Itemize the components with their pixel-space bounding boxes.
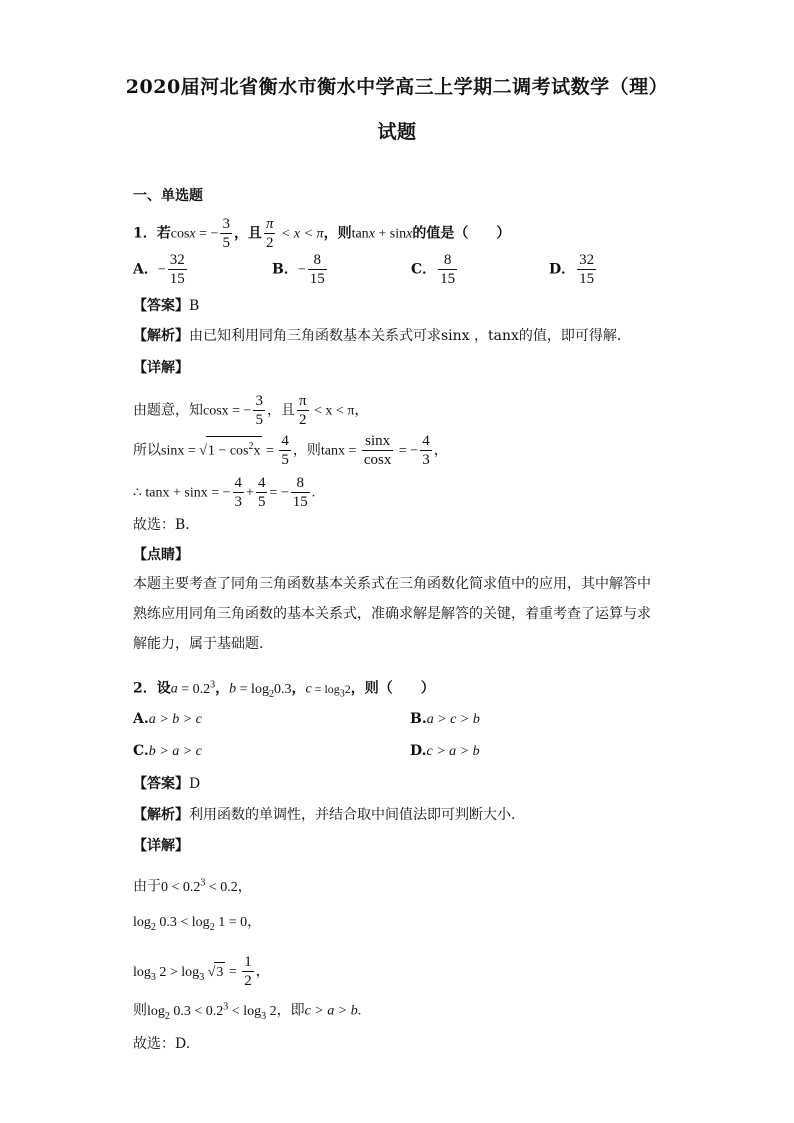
section-heading: 一、单选题 <box>133 188 203 204</box>
q1-conclusion: 故选：B． <box>133 517 200 533</box>
q1-option-b[interactable]: B．− $\frac{8}{15}$ <box>272 252 325 287</box>
q1-analysis: 【解析】由已知利用同角三角函数基本关系式可求sinx ，tanx的值，即可得解． <box>133 328 631 344</box>
q2-answer: 【答案】D <box>133 776 201 792</box>
q2-detail-heading: 【详解】 <box>133 838 189 854</box>
q2-conclusion: 故选：D. <box>133 1036 191 1052</box>
q2-analysis: 【解析】利用函数的单调性，并结合取中间值法即可判断大小. <box>133 807 516 823</box>
q1-detail-step-3: ∴ tanx + sinx = − $\frac{4}{3}$ + $\frac{4}{5}$ = − $\frac{8}{15}$ . <box>133 475 316 510</box>
q1-option-a[interactable]: A．− $\frac{32}{15}$ <box>133 252 185 287</box>
q2-detail-step-1: 由于$0 < 0.2^3 < 0.2$， <box>133 877 252 895</box>
q1-comment: 本题主要考查了同角三角函数基本关系式在三角函数化简求值中的应用，其中解答中熟练应用同角三角函数的基本关系式，准确求解是解答的关键，着重考查了运算与求解能力，属于基础题. <box>133 576 651 652</box>
document-title-line2: 试题 <box>377 121 417 143</box>
q2-option-c[interactable]: C.b > a > c <box>133 743 202 759</box>
q1-detail-step-1: 由题意，知cosx = − $\frac{3}{5}$ ，且 $\frac{\pi}{2}$ < x < π， <box>133 393 369 428</box>
question-1-stem: 1．若cosx = − $\frac{3}{5}$ ，且 $\frac{\pi}{2}$ < x < π，则tanx + sinx的值是（ ） <box>133 216 511 251</box>
q1-answer: 【答案】B <box>133 298 200 314</box>
q1-detail-step-2: 所以$\sin x = √1 - \cos^2x$ = $\frac{4}{5}$ ，则tanx = $\frac{\sin x}{\cos x}$ = − $\frac{4}{3}$ ， <box>133 433 448 468</box>
q2-detail-step-4: 则$\log_2 0.3 < 0.2^3 < \log_3 2$，即c > a > b. <box>133 1001 362 1022</box>
q2-option-a[interactable]: A.a > b > c <box>133 711 202 727</box>
q2-detail-step-3: $\log_3 2 > \log_3 √3$ = $\frac{1}{2}$ ， <box>133 954 270 989</box>
q1-option-c[interactable]: C． $\frac{8}{15}$ <box>411 252 456 287</box>
q2-option-d[interactable]: D.c > a > b <box>410 743 480 759</box>
q1-option-d[interactable]: D． $\frac{32}{15}$ <box>549 252 595 287</box>
q2-detail-step-2: $\log_2 0.3 < \log_2 1 = 0$， <box>133 915 262 933</box>
q1-detail-heading: 【详解】 <box>133 360 189 376</box>
question-2-stem: 2．设$a = 0.2^3$，$b = \log_20.3$，$c = \log_32$，则（ ） <box>133 679 435 700</box>
document-title: 2020届河北省衡水市衡水中学高三上学期二调考试数学（理） <box>125 76 669 98</box>
q2-option-b[interactable]: B.a > c > b <box>410 711 480 727</box>
q1-comment-heading: 【点睛】 <box>133 547 189 563</box>
